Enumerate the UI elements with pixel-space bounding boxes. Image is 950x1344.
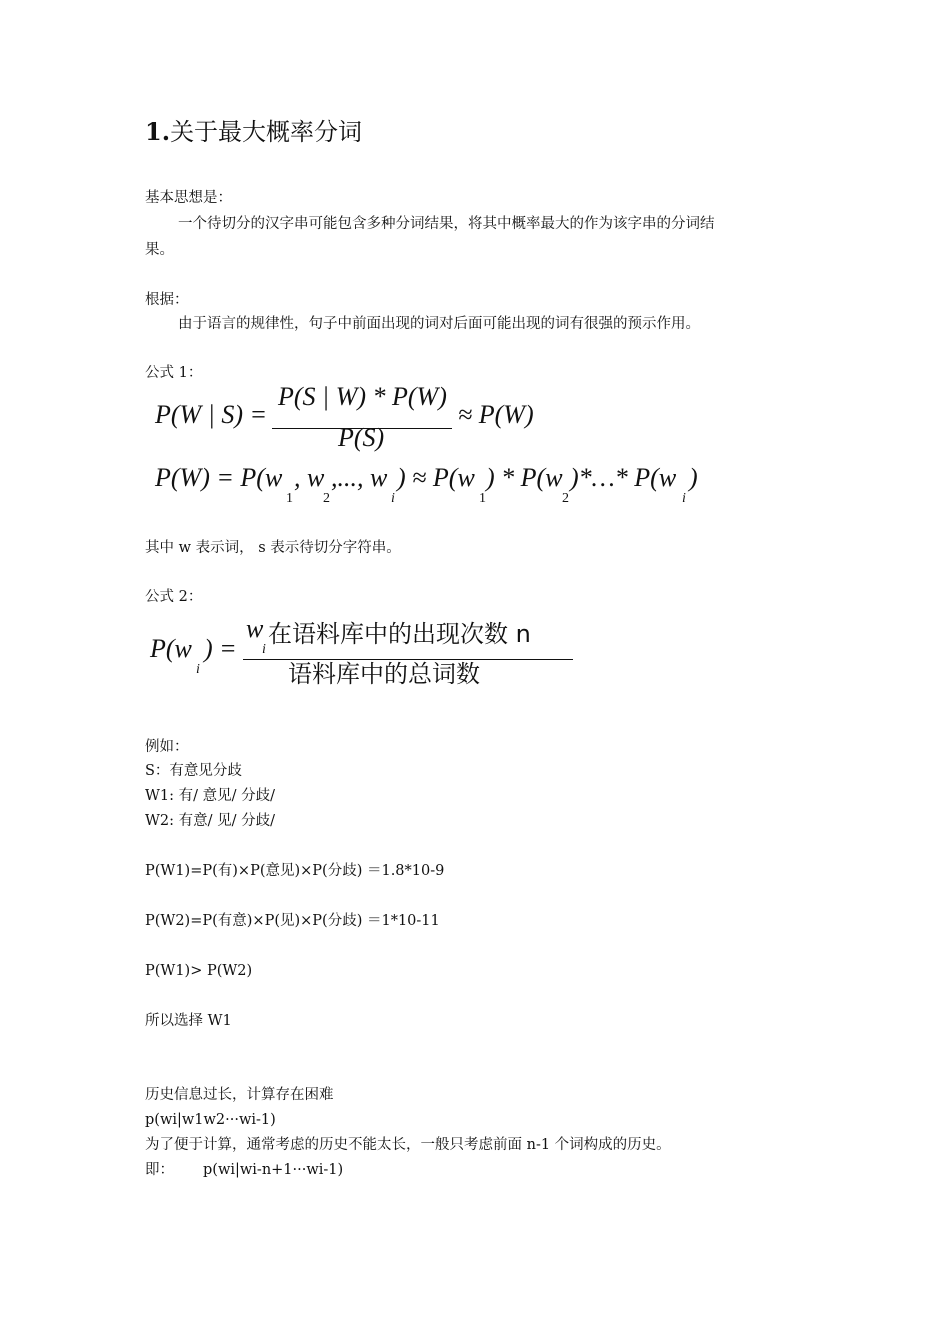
formula1-line2-f: )*…* P(w: [570, 463, 677, 492]
where-line: 其中 w 表示词， s 表示待切分字符串。: [145, 540, 401, 556]
formula1-line2-d: ) ≈ P(w: [397, 463, 475, 492]
basis-label: 根据：: [145, 292, 189, 308]
formula1-line2-c: ,..., w: [331, 463, 388, 492]
formula2-num-sub: i: [262, 642, 266, 657]
example-w1: W1: 有/ 意见/ 分歧/: [145, 788, 275, 804]
formula1-sub-2a: 2: [323, 491, 330, 506]
formula1-lhs: P(W | S) =: [155, 400, 268, 429]
formula2-lhs-close: ) =: [204, 634, 237, 663]
history-line4-label: 即：: [145, 1162, 174, 1178]
example-compare: P(W1)> P(W2): [145, 963, 253, 979]
formula1-sub-1a: 1: [286, 491, 293, 506]
basic-idea-line2: 果。: [145, 242, 174, 258]
history-line2: p(wi|w1w2···wi-1): [145, 1112, 276, 1128]
example-pw1: P(W1)=P(有)×P(意见)×P(分歧) ＝1.8*10-9: [145, 863, 445, 879]
section-title-text: 关于最大概率分词: [170, 118, 363, 146]
formula2-label: 公式 2：: [145, 589, 203, 605]
formula1-line2-e: ) * P(w: [486, 463, 563, 492]
example-w2: W2: 有意/ 见/ 分歧/: [145, 813, 275, 829]
formula1-line2-a: P(W) = P(w: [155, 463, 283, 492]
formula1-numerator: P(S | W) * P(W): [278, 382, 447, 411]
history-line3: 为了便于计算，通常考虑的历史不能太长，一般只考虑前面 n-1 个词构成的历史。: [145, 1137, 671, 1153]
example-s: S：有意见分歧: [145, 763, 242, 779]
example-choose: 所以选择 W1: [145, 1013, 232, 1029]
formula1-label: 公式 1：: [145, 365, 203, 381]
section-title: [145, 116, 362, 148]
formula1-sub-ia: i: [391, 491, 395, 506]
formula1-sub-1b: 1: [479, 491, 486, 506]
formula1-sub-ib: i: [682, 491, 686, 506]
formula1-line2-b: , w: [294, 463, 325, 492]
basic-idea-line1: 一个待切分的汉字串可能包含多种分词结果，将其中概率最大的作为该字串的分词结: [178, 216, 715, 232]
section-number: 1.: [145, 117, 171, 146]
formula1-rhs: ≈ P(W): [458, 400, 534, 429]
formula2-lhs-sub: i: [196, 662, 200, 677]
formula2-num-w: w: [246, 614, 264, 643]
basis-text: 由于语言的规律性，句子中前面出现的词对后面可能出现的词有很强的预示作用。: [178, 316, 700, 332]
history-line1: 历史信息过长，计算存在困难: [145, 1087, 334, 1103]
formula1-denominator: P(S): [338, 423, 385, 452]
formula2-lhs: P(w: [150, 634, 192, 663]
history-line4-formula: p(wi|wi-n+1···wi-1): [203, 1162, 344, 1178]
example-pw2: P(W2)=P(有意)×P(见)×P(分歧) ＝1*10-11: [145, 913, 440, 929]
formula2-denominator: 语料库中的总词数: [288, 660, 480, 688]
example-label: 例如：: [145, 739, 189, 755]
formula2-numerator: 在语料库中的出现次数 n: [268, 620, 531, 648]
basic-idea-label: 基本思想是：: [145, 190, 232, 206]
formula1-sub-2b: 2: [562, 491, 569, 506]
formula1-line2-g: ): [689, 463, 698, 492]
